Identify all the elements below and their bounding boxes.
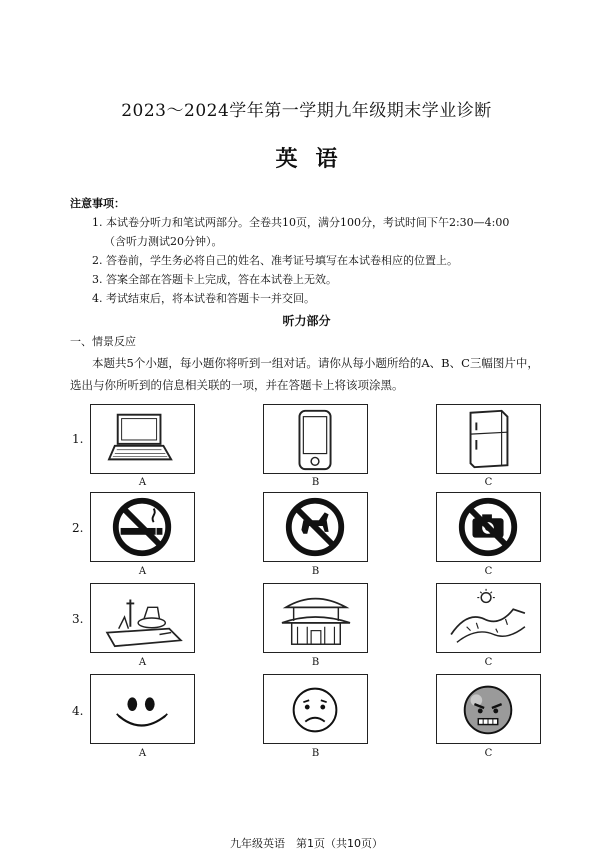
notes-item: 4. 考试结束后，将本试卷和答题卡一并交回。: [92, 292, 315, 305]
option-label: C: [484, 748, 493, 759]
option-label: A: [138, 566, 147, 577]
laptop-icon: [91, 405, 194, 473]
question-1-option-a-picture[interactable]: [90, 404, 195, 474]
question-number: 3.: [72, 612, 84, 626]
temple-icon: [264, 584, 367, 652]
question-2-option-b-picture[interactable]: [263, 492, 368, 562]
page-footer: 九年级英语 第1页（共10页）: [230, 837, 383, 850]
option-label: A: [138, 477, 147, 488]
question-2-option-c-picture[interactable]: [436, 492, 541, 562]
question-2-option-a-picture[interactable]: [90, 492, 195, 562]
question-4-option-a-picture[interactable]: [90, 674, 195, 744]
refrigerator-icon: [437, 405, 540, 473]
option-label: B: [311, 566, 320, 577]
smartphone-icon: [264, 405, 367, 473]
worried-face-icon: [264, 675, 367, 743]
question-number: 4.: [72, 704, 84, 718]
notes-item: 1. 本试卷分听力和笔试两部分。全卷共10页，满分100分，考试时间下午2:30—4:00: [92, 216, 510, 229]
instruction-line: 选出与你所听到的信息相关联的一项，并在答题卡上将该项涂黑。: [70, 378, 404, 392]
part-one-instruction: [70, 352, 560, 396]
angry-face-icon: [437, 675, 540, 743]
option-label: A: [138, 657, 147, 668]
option-label: C: [484, 477, 493, 488]
notes-heading: 注意事项：: [70, 197, 125, 210]
notes-item: 2. 答卷前，学生务必将自己的姓名、准考证号填写在本试卷相应的位置上。: [92, 254, 458, 267]
question-3-option-c-picture[interactable]: [436, 583, 541, 653]
notes-item-continued: （含听力测试20分钟）。: [104, 235, 223, 248]
question-4-option-c-picture[interactable]: [436, 674, 541, 744]
option-label: A: [138, 748, 147, 759]
instruction-line: 本题共5个小题，每小题你将听到一组对话。请你从每小题所给的A、B、C三幅图片中，: [92, 356, 539, 370]
question-number: 2.: [72, 521, 84, 535]
listening-section-title: 听力部分: [282, 314, 331, 328]
food-table-icon: [91, 584, 194, 652]
no-smoking-icon: [91, 493, 194, 561]
notes-item: 3. 答案全部在答题卡上完成，答在本试卷上无效。: [92, 273, 337, 286]
question-1-option-c-picture[interactable]: [436, 404, 541, 474]
option-label: B: [311, 748, 320, 759]
question-4-option-b-picture[interactable]: [263, 674, 368, 744]
question-1-option-b-picture[interactable]: [263, 404, 368, 474]
option-label: B: [311, 657, 320, 668]
no-dogs-icon: [264, 493, 367, 561]
part-one-title: 一、情景反应: [70, 335, 136, 348]
option-label: C: [484, 566, 493, 577]
question-number: 1.: [72, 432, 84, 446]
exam-title: 2023～2024学年第一学期九年级期末学业诊断: [121, 101, 492, 121]
no-photography-icon: [437, 493, 540, 561]
notes-section: [70, 194, 560, 308]
question-3-option-a-picture[interactable]: [90, 583, 195, 653]
option-label: B: [311, 477, 320, 488]
landscape-icon: [437, 584, 540, 652]
question-3-option-b-picture[interactable]: [263, 583, 368, 653]
subject-title: 英语: [275, 146, 356, 172]
happy-face-icon: [91, 675, 194, 743]
option-label: C: [484, 657, 493, 668]
